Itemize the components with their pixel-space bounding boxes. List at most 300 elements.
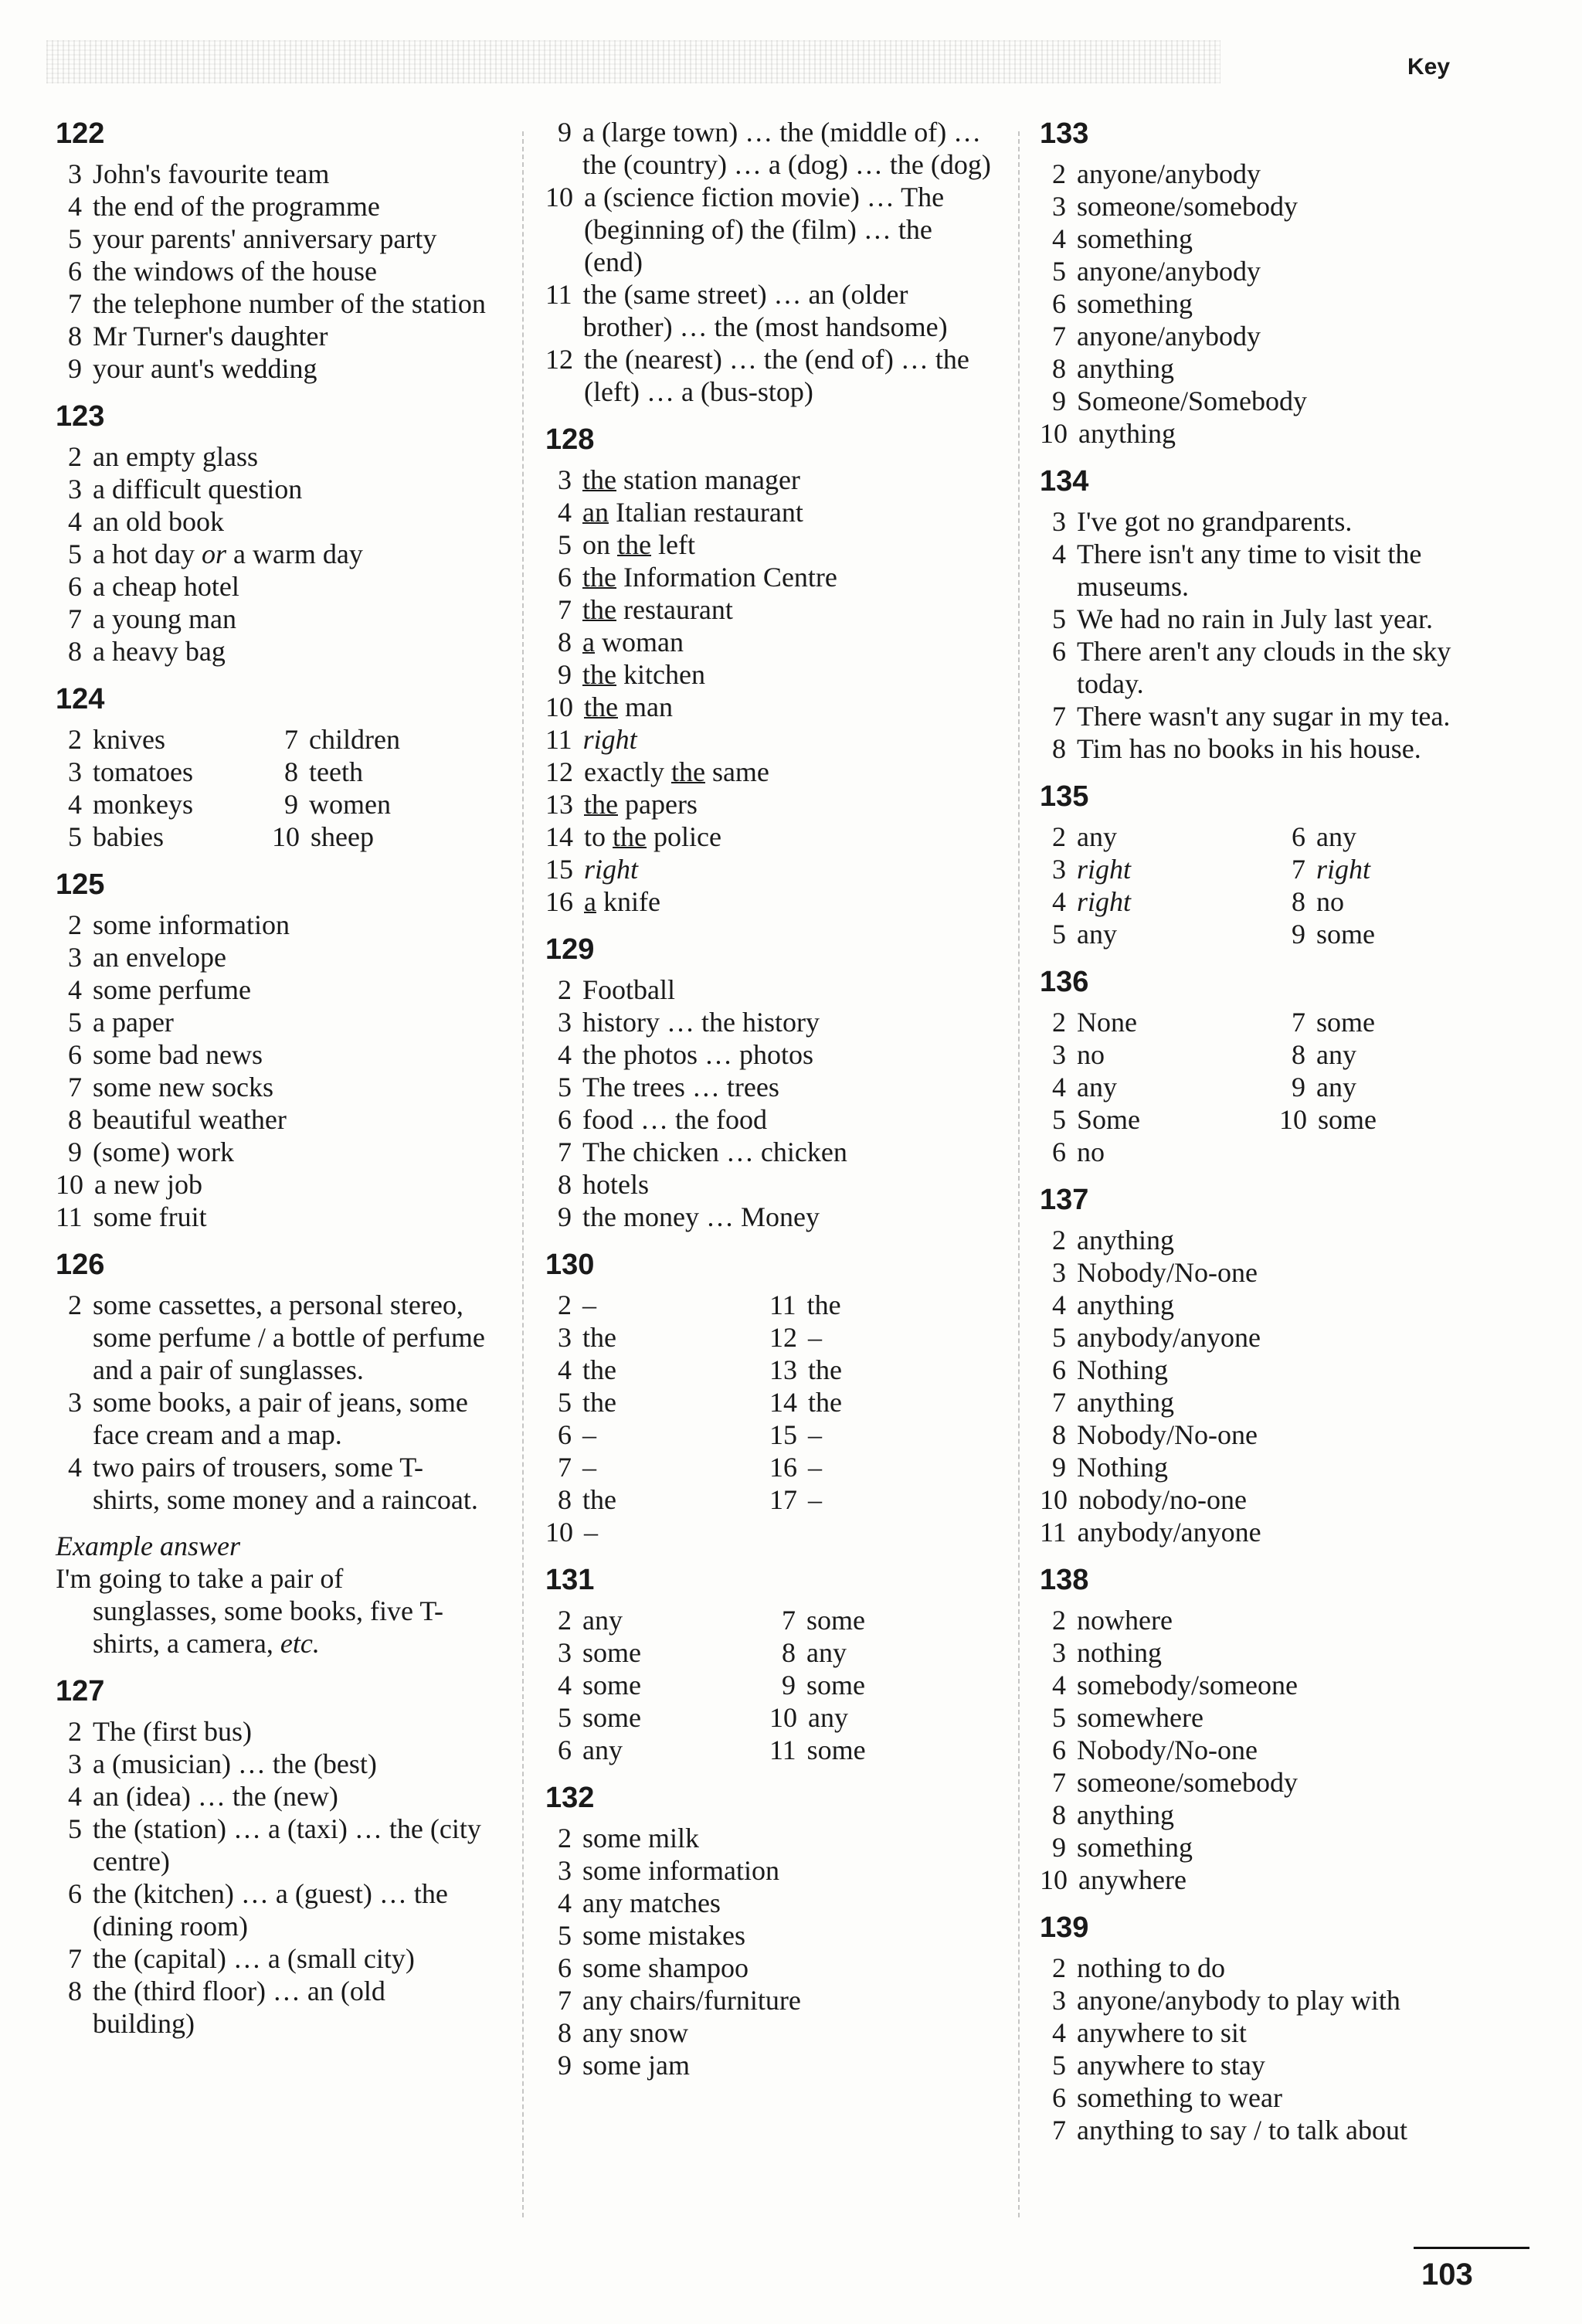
- answer-number: 16: [769, 1452, 797, 1483]
- answer-body: any: [1316, 1072, 1356, 1103]
- answer-item: [56, 505, 488, 538]
- answer-body: –: [582, 1289, 596, 1320]
- answer-body: the windows of the house: [93, 256, 377, 287]
- answer-body: –: [582, 1452, 596, 1483]
- answer-item: [545, 1887, 993, 1919]
- answer-item: [545, 1669, 769, 1701]
- answer-item: [56, 287, 488, 320]
- answer-number: 7: [68, 603, 82, 634]
- answer-number: 5: [558, 529, 572, 560]
- answer-text: [582, 1919, 993, 1952]
- answer-text: [1077, 352, 1519, 385]
- answer-text: [584, 1516, 769, 1548]
- answer-number: 6: [68, 1878, 82, 1909]
- answer-item: [545, 885, 993, 918]
- answer-number: 7: [68, 1072, 82, 1103]
- answer-item: [1040, 700, 1519, 732]
- answer-number: 10: [545, 182, 573, 212]
- answer-text: [806, 1516, 993, 1548]
- answer-number: 2: [68, 441, 82, 472]
- answer-text: [1077, 1321, 1519, 1354]
- answer-number: 8: [284, 756, 298, 787]
- header-key-label: Key: [1407, 54, 1451, 80]
- answer-item: [545, 1168, 993, 1201]
- answer-body: some bad news: [93, 1039, 263, 1070]
- answer-body: any: [808, 1702, 848, 1733]
- answer-item: [1040, 1734, 1519, 1766]
- answer-number: 6: [1292, 821, 1305, 852]
- answer-text: [93, 223, 488, 255]
- answer-text: [1077, 1354, 1519, 1386]
- answer-number: 3: [1052, 1257, 1066, 1288]
- answer-text: [1077, 2017, 1519, 2049]
- answer-item: [545, 1952, 993, 1984]
- answer-item: [545, 1984, 993, 2017]
- answer-body: somewhere: [1077, 1702, 1203, 1733]
- answer-number: 10: [1040, 1484, 1068, 1515]
- answer-item: [1040, 885, 1279, 918]
- section-number: 130: [545, 1249, 595, 1281]
- answer-body: something to wear: [1077, 2082, 1282, 2113]
- answer-number: 2: [1052, 1952, 1066, 1983]
- answer-body: babies: [93, 821, 164, 852]
- answer-list: [545, 1604, 993, 1766]
- answer-text: [93, 287, 488, 320]
- answer-text: [93, 1136, 488, 1168]
- answer-body: the: [582, 1484, 616, 1515]
- answer-item: [56, 190, 488, 223]
- answer-item: [545, 756, 993, 788]
- answer-item: [1040, 2114, 1519, 2146]
- answer-body: the (third floor) … an (old building): [93, 1976, 385, 2039]
- answer-text: [582, 1071, 993, 1103]
- column-divider-left: [522, 131, 524, 2217]
- section-131: [545, 1562, 993, 1766]
- answer-text: [93, 1780, 488, 1813]
- answer-item: [545, 1451, 769, 1483]
- answer-item: [545, 1636, 769, 1669]
- answer-body: –: [808, 1322, 822, 1353]
- answer-text: [311, 821, 488, 853]
- answer-body: some mistakes: [582, 1920, 745, 1951]
- answer-text: [93, 1942, 488, 1975]
- answer-item: [1279, 1136, 1519, 1168]
- answer-number: 11: [56, 1201, 83, 1232]
- answer-body: the (same street) … an (older brother) … the (most handsome): [582, 279, 948, 342]
- answer-text: [1077, 1386, 1519, 1419]
- answer-number: 2: [558, 1605, 572, 1636]
- answer-item: [1279, 918, 1519, 950]
- section-number: 137: [1040, 1184, 1089, 1216]
- answer-item: [1040, 1256, 1519, 1289]
- answer-number: 10: [545, 1517, 573, 1548]
- answer-number: 5: [68, 223, 82, 254]
- answer-article: a: [582, 627, 595, 657]
- section-128: [545, 422, 993, 918]
- answer-text: [1077, 853, 1279, 885]
- answer-item: [1040, 1419, 1519, 1451]
- answer-number: 4: [1052, 223, 1066, 254]
- answer-number: 8: [1052, 1419, 1066, 1450]
- answer-number: 9: [558, 659, 572, 690]
- answer-number: 2: [68, 909, 82, 940]
- answer-number: 4: [558, 497, 572, 528]
- answer-list: [56, 1715, 488, 2040]
- answer-text: [93, 1201, 488, 1233]
- answer-body: Nobody/No-one: [1077, 1419, 1258, 1450]
- answer-body: a (musician) … the (best): [93, 1748, 377, 1779]
- answer-body: anything: [1077, 353, 1174, 384]
- column-3: [1040, 116, 1519, 2146]
- answer-item: [1040, 1831, 1519, 1864]
- example-answer-label: Example answer: [56, 1531, 240, 1561]
- section-number: 139: [1040, 1911, 1089, 1944]
- section-138: [1040, 1562, 1519, 1896]
- section-number: 127: [56, 1675, 105, 1707]
- answer-item: [1040, 1289, 1519, 1321]
- answer-body: no: [1077, 1137, 1105, 1167]
- answer-text: [582, 1701, 769, 1734]
- answer-item: [56, 1289, 488, 1386]
- answer-text: [93, 1877, 488, 1942]
- answer-body: anyone/anybody: [1077, 158, 1261, 189]
- answer-body: any: [1316, 821, 1356, 852]
- answer-body: any: [1077, 1072, 1117, 1103]
- answer-item: [545, 1604, 769, 1636]
- answer-number: 8: [558, 627, 572, 657]
- answer-number: 6: [68, 256, 82, 287]
- answer-text: [1077, 1669, 1519, 1701]
- answer-number: 7: [558, 1985, 572, 2016]
- answer-number: 5: [1052, 603, 1066, 634]
- answer-item: [56, 1386, 488, 1451]
- answer-text: [1077, 1701, 1519, 1734]
- answer-body: Nothing: [1077, 1354, 1169, 1385]
- answer-list: [1040, 821, 1519, 950]
- answer-text: [1077, 320, 1519, 352]
- answer-item: [1040, 1799, 1519, 1831]
- answer-item: [56, 1877, 488, 1942]
- section-123: [56, 399, 488, 668]
- answer-body: sheep: [311, 821, 374, 852]
- answer-text: [1077, 918, 1279, 950]
- answer-prefix: on: [582, 529, 617, 560]
- answer-number: 11: [545, 724, 572, 755]
- answer-number: 3: [558, 1007, 572, 1038]
- answer-text: [1077, 2049, 1519, 2081]
- column-2: [545, 116, 993, 2081]
- answer-number: 8: [558, 2017, 572, 2048]
- answer-number: 9: [558, 1201, 572, 1232]
- section-number: 136: [1040, 966, 1089, 998]
- answer-body: a young man: [93, 603, 236, 634]
- answer-item: [545, 2049, 993, 2081]
- answer-item: [56, 635, 488, 668]
- answer-body: anywhere: [1078, 1864, 1186, 1895]
- answer-number: 3: [68, 756, 82, 787]
- answer-body: something: [1077, 223, 1193, 254]
- answer-number: 10: [545, 691, 573, 722]
- answer-number: 4: [68, 506, 82, 537]
- answer-body: any matches: [582, 1887, 721, 1918]
- column-divider-right: [1018, 131, 1020, 2217]
- answer-text: [1077, 1952, 1519, 1984]
- answer-body: any: [582, 1735, 623, 1765]
- answer-number: 2: [558, 1823, 572, 1853]
- answer-item: [1040, 1071, 1279, 1103]
- section-number: 129: [545, 933, 595, 966]
- answer-number: 5: [1052, 2050, 1066, 2081]
- answer-text: [1077, 1799, 1519, 1831]
- answer-text: [582, 1103, 993, 1136]
- answer-item: [1040, 635, 1519, 700]
- answer-item: [56, 1451, 488, 1516]
- section-number: 123: [56, 400, 105, 433]
- answer-text: [582, 1201, 993, 1233]
- answer-text: [808, 1354, 993, 1386]
- answer-item: [1040, 190, 1519, 223]
- section-132: [545, 1780, 993, 2081]
- section-133: [1040, 116, 1519, 450]
- answer-item: [1040, 1766, 1519, 1799]
- answer-body: Some: [1077, 1104, 1141, 1135]
- answer-item: [545, 2017, 993, 2049]
- answer-item: [56, 1103, 488, 1136]
- answer-text: [93, 788, 272, 821]
- answer-text: [807, 1289, 993, 1321]
- answer-item: [272, 821, 488, 853]
- answer-text: [93, 635, 488, 668]
- answer-number: 7: [558, 1137, 572, 1167]
- answer-article: the: [582, 562, 616, 593]
- answer-text: [582, 1887, 993, 1919]
- section-number: 133: [1040, 117, 1089, 150]
- example-answer-text: [56, 1562, 488, 1660]
- answer-text: [93, 909, 488, 941]
- answer-text: [1077, 1766, 1519, 1799]
- answer-item: [1279, 853, 1519, 885]
- answer-body: the (capital) … a (small city): [93, 1943, 415, 1974]
- answer-text: [584, 788, 993, 821]
- answer-text: [582, 593, 993, 626]
- answer-number: 3: [1052, 1985, 1066, 2016]
- answer-number: 7: [558, 1452, 572, 1483]
- section-number: 131: [545, 1564, 595, 1596]
- answer-item: [769, 1669, 993, 1701]
- answer-article: the: [613, 821, 647, 852]
- answer-number: 14: [769, 1387, 797, 1418]
- answer-body: Tim has no books in his house.: [1077, 733, 1421, 764]
- answer-number: 12: [545, 344, 573, 375]
- answer-text: [1316, 1071, 1519, 1103]
- answer-item: [545, 1201, 993, 1233]
- answer-item: [545, 626, 993, 658]
- answer-text: [582, 973, 993, 1006]
- answer-text: [1316, 885, 1519, 918]
- answer-list: [1040, 1006, 1519, 1168]
- answer-number: 5: [68, 539, 82, 569]
- answer-body: –: [582, 1419, 596, 1450]
- section-number: 126: [56, 1249, 105, 1281]
- answer-item: [56, 788, 272, 821]
- answer-number: 7: [1292, 854, 1305, 885]
- answer-text: [1077, 700, 1519, 732]
- answer-number: 4: [558, 1887, 572, 1918]
- answer-text: [806, 1636, 993, 1669]
- answer-number: 3: [68, 1748, 82, 1779]
- answer-text: [93, 352, 488, 385]
- answer-text: [582, 1952, 993, 1984]
- answer-number: 2: [558, 974, 572, 1005]
- answer-number: 4: [558, 1039, 572, 1070]
- answer-body: some perfume: [93, 974, 251, 1005]
- answer-text: [582, 1038, 993, 1071]
- answer-text: [93, 941, 488, 973]
- answer-text: [582, 1669, 769, 1701]
- answer-item: [769, 1354, 993, 1386]
- answer-number: 7: [558, 594, 572, 625]
- answer-item: [769, 1701, 993, 1734]
- answer-article: the: [584, 691, 618, 722]
- answer-number: 10: [56, 1169, 83, 1200]
- answer-text: [582, 1604, 769, 1636]
- answer-text: [1077, 223, 1519, 255]
- answer-body: some milk: [582, 1823, 699, 1853]
- answer-number: 3: [558, 1322, 572, 1353]
- answer-number: 14: [545, 821, 573, 852]
- answer-number: [769, 1516, 806, 1548]
- answer-item: [56, 1813, 488, 1877]
- answer-text: [1077, 1451, 1519, 1483]
- answer-body: women: [309, 789, 391, 820]
- answer-body: some: [806, 1670, 865, 1701]
- answer-body: (some) work: [93, 1137, 234, 1167]
- section-127: [56, 1673, 488, 2040]
- answer-number: 2: [1052, 821, 1066, 852]
- answer-list: [1040, 1224, 1519, 1548]
- answer-item: [1040, 1984, 1519, 2017]
- answer-number: 6: [558, 1104, 572, 1135]
- answer-body: restaurant: [616, 594, 733, 625]
- answer-number: 7: [68, 1943, 82, 1974]
- answer-item: [56, 1038, 488, 1071]
- answer-article: the: [584, 789, 618, 820]
- answer-text: [93, 570, 488, 603]
- answer-body: a hot day: [93, 539, 202, 569]
- answer-number: 8: [558, 1169, 572, 1200]
- answer-body: same: [704, 756, 769, 787]
- answer-number: 6: [1052, 2082, 1066, 2113]
- answer-body: some books, a pair of jeans, some face cream and a map.: [93, 1387, 468, 1450]
- answer-item: [545, 1701, 769, 1734]
- answer-number: 9: [1292, 919, 1305, 950]
- answer-item: [1040, 385, 1519, 417]
- answer-body: Mr Turner's daughter: [93, 321, 328, 352]
- answer-body: someone/somebody: [1077, 1767, 1298, 1798]
- answer-body: an envelope: [93, 942, 226, 973]
- answer-text: [583, 278, 993, 343]
- answer-number: 4: [1052, 1072, 1066, 1103]
- answer-item: [1040, 1354, 1519, 1386]
- answer-number: 3: [68, 1387, 82, 1418]
- answer-text: [1077, 255, 1519, 287]
- answer-item: [1279, 1038, 1519, 1071]
- answer-italic: right: [1077, 886, 1132, 917]
- answer-body: a new job: [94, 1169, 202, 1200]
- answer-number: 6: [1052, 1137, 1066, 1167]
- answer-article: a: [584, 886, 596, 917]
- answer-text: [584, 691, 993, 723]
- answer-text: [584, 343, 993, 408]
- answer-body: a (large town) … the (middle of) … the (country) … a (dog) … the (dog): [582, 117, 991, 180]
- answer-body: some: [582, 1670, 641, 1701]
- example-answer-etc: etc.: [280, 1628, 320, 1659]
- section-130: [545, 1247, 993, 1548]
- answer-item: [56, 1071, 488, 1103]
- answer-body: a warm day: [226, 539, 363, 569]
- answer-number: 7: [1052, 321, 1066, 352]
- answer-item: [769, 1734, 993, 1766]
- answer-list: [545, 116, 993, 408]
- answer-item: [1040, 1103, 1279, 1136]
- answer-text: [93, 603, 488, 635]
- answer-text: [1077, 635, 1519, 700]
- answer-body: anything: [1077, 1225, 1174, 1255]
- answer-text: [93, 1813, 488, 1877]
- answer-item: [769, 1289, 993, 1321]
- answer-item: [272, 723, 488, 756]
- answer-number: 8: [68, 321, 82, 352]
- answer-body: station manager: [616, 464, 800, 495]
- answer-text: [806, 1669, 993, 1701]
- answer-list: [56, 1289, 488, 1516]
- answer-text: [1077, 732, 1519, 765]
- answer-item: [56, 1168, 488, 1201]
- answer-body: –: [808, 1484, 822, 1515]
- answer-text: [1077, 1604, 1519, 1636]
- answer-text: [584, 821, 993, 853]
- answer-number: 3: [558, 1855, 572, 1886]
- answer-item: [545, 343, 993, 408]
- answer-text: [1077, 1006, 1279, 1038]
- answer-text: [582, 1289, 769, 1321]
- answer-text: [309, 788, 488, 821]
- answer-number: 4: [68, 191, 82, 222]
- answer-item: [1040, 1636, 1519, 1669]
- answer-body: anybody/anyone: [1077, 1517, 1261, 1548]
- answer-body: the (station) … a (taxi) … the (city centre): [93, 1813, 481, 1877]
- answer-number: 4: [1052, 1289, 1066, 1320]
- answer-body: any snow: [582, 2017, 688, 2048]
- answer-body: There aren't any clouds in the sky today.: [1077, 636, 1451, 699]
- answer-item: [545, 1386, 769, 1419]
- answer-body: history … the history: [582, 1007, 820, 1038]
- answer-item: [1040, 505, 1519, 538]
- answer-item: [56, 570, 488, 603]
- answer-body: some: [1316, 1007, 1375, 1038]
- answer-item: [545, 1854, 993, 1887]
- answer-text: [582, 116, 993, 181]
- answer-number: 11: [769, 1735, 796, 1765]
- answer-text: [582, 1354, 769, 1386]
- answer-item: [1040, 417, 1519, 450]
- answer-text: [1077, 1071, 1279, 1103]
- answer-text: [93, 538, 488, 570]
- answer-text: [808, 1483, 993, 1516]
- answer-text: [582, 2017, 993, 2049]
- answer-number: 4: [1052, 539, 1066, 569]
- answer-body: the: [582, 1387, 616, 1418]
